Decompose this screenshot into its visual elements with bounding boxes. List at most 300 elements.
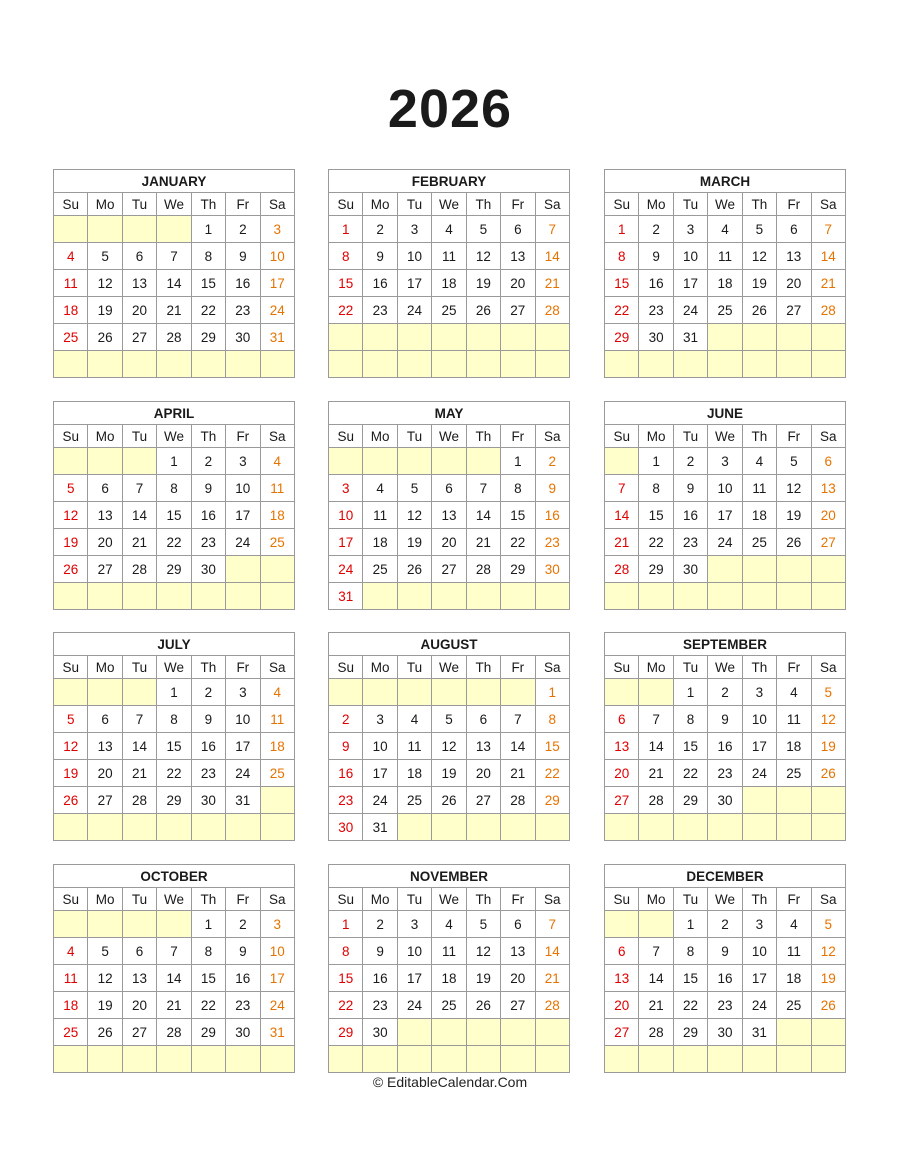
weekday-header: We — [708, 888, 742, 911]
weekday-header: Su — [54, 656, 88, 679]
day-cell: 23 — [226, 992, 260, 1019]
day-cell: 4 — [397, 706, 431, 733]
month-may — [328, 401, 570, 610]
month-december — [604, 864, 846, 1073]
empty-cell — [811, 787, 845, 814]
empty-cell — [157, 351, 191, 378]
day-cell: 12 — [88, 270, 122, 297]
day-cell: 23 — [673, 529, 707, 556]
empty-cell — [191, 1046, 225, 1073]
day-cell: 24 — [363, 787, 397, 814]
empty-cell — [191, 351, 225, 378]
day-cell: 14 — [811, 243, 845, 270]
month-table — [604, 864, 846, 1073]
month-november — [328, 864, 570, 1073]
day-cell: 10 — [708, 475, 742, 502]
day-cell: 25 — [777, 992, 811, 1019]
empty-cell — [466, 324, 500, 351]
month-table — [328, 169, 570, 378]
empty-cell — [673, 1046, 707, 1073]
empty-cell — [535, 583, 569, 610]
month-table — [53, 632, 295, 841]
day-cell: 10 — [226, 475, 260, 502]
empty-cell — [122, 814, 156, 841]
day-cell: 29 — [501, 556, 535, 583]
month-name: JANUARY — [54, 170, 295, 193]
day-cell: 10 — [397, 938, 431, 965]
day-cell: 16 — [708, 733, 742, 760]
empty-cell — [54, 448, 88, 475]
empty-cell — [777, 787, 811, 814]
day-cell: 1 — [501, 448, 535, 475]
empty-cell — [432, 814, 466, 841]
day-cell: 7 — [811, 216, 845, 243]
day-cell: 5 — [88, 938, 122, 965]
empty-cell — [742, 1046, 776, 1073]
day-cell: 12 — [777, 475, 811, 502]
empty-cell — [397, 1019, 431, 1046]
day-cell: 16 — [708, 965, 742, 992]
weekday-header: We — [432, 425, 466, 448]
empty-cell — [673, 583, 707, 610]
weekday-header: Fr — [226, 888, 260, 911]
day-cell: 9 — [191, 706, 225, 733]
empty-cell — [88, 1046, 122, 1073]
empty-cell — [157, 911, 191, 938]
day-cell: 15 — [191, 270, 225, 297]
day-cell: 7 — [157, 938, 191, 965]
day-cell: 6 — [605, 706, 639, 733]
empty-cell — [226, 583, 260, 610]
weekday-header: Th — [466, 193, 500, 216]
weekday-header: Su — [329, 425, 363, 448]
empty-cell — [54, 814, 88, 841]
empty-cell — [742, 814, 776, 841]
weekday-header: Su — [54, 425, 88, 448]
day-cell: 19 — [811, 965, 845, 992]
month-september — [604, 632, 846, 841]
day-cell: 21 — [535, 965, 569, 992]
empty-cell — [397, 351, 431, 378]
day-cell: 24 — [226, 529, 260, 556]
day-cell: 4 — [363, 475, 397, 502]
empty-cell — [363, 679, 397, 706]
empty-cell — [605, 1046, 639, 1073]
empty-cell — [157, 1046, 191, 1073]
day-cell: 22 — [501, 529, 535, 556]
day-cell: 20 — [122, 992, 156, 1019]
day-cell: 1 — [673, 679, 707, 706]
day-cell: 28 — [122, 556, 156, 583]
day-cell: 30 — [708, 1019, 742, 1046]
empty-cell — [54, 1046, 88, 1073]
day-cell: 24 — [742, 760, 776, 787]
day-cell: 6 — [122, 243, 156, 270]
weekday-header: We — [432, 656, 466, 679]
empty-cell — [88, 351, 122, 378]
day-cell: 28 — [157, 324, 191, 351]
day-cell: 15 — [501, 502, 535, 529]
empty-cell — [535, 1046, 569, 1073]
empty-cell — [329, 679, 363, 706]
day-cell: 11 — [708, 243, 742, 270]
empty-cell — [226, 556, 260, 583]
empty-cell — [363, 324, 397, 351]
day-cell: 2 — [226, 216, 260, 243]
empty-cell — [466, 1019, 500, 1046]
day-cell: 14 — [535, 243, 569, 270]
day-cell: 23 — [226, 297, 260, 324]
day-cell: 13 — [811, 475, 845, 502]
day-cell: 6 — [432, 475, 466, 502]
empty-cell — [157, 216, 191, 243]
weekday-header: Mo — [639, 888, 673, 911]
day-cell: 25 — [260, 529, 294, 556]
day-cell: 16 — [191, 733, 225, 760]
empty-cell — [639, 911, 673, 938]
day-cell: 9 — [363, 243, 397, 270]
empty-cell — [639, 1046, 673, 1073]
empty-cell — [777, 324, 811, 351]
day-cell: 14 — [122, 733, 156, 760]
day-cell: 20 — [605, 992, 639, 1019]
day-cell: 14 — [157, 965, 191, 992]
weekday-header: Su — [605, 193, 639, 216]
day-cell: 10 — [260, 243, 294, 270]
day-cell: 9 — [226, 243, 260, 270]
day-cell: 22 — [191, 297, 225, 324]
weekday-header: Su — [329, 193, 363, 216]
day-cell: 20 — [605, 760, 639, 787]
day-cell: 1 — [157, 448, 191, 475]
day-cell: 3 — [226, 448, 260, 475]
day-cell: 6 — [811, 448, 845, 475]
weekday-header: Tu — [397, 888, 431, 911]
weekday-header: Mo — [88, 656, 122, 679]
weekday-header: Su — [329, 656, 363, 679]
empty-cell — [673, 814, 707, 841]
day-cell: 30 — [329, 814, 363, 841]
day-cell: 23 — [535, 529, 569, 556]
day-cell: 3 — [673, 216, 707, 243]
day-cell: 7 — [501, 706, 535, 733]
day-cell: 17 — [397, 965, 431, 992]
month-june — [604, 401, 846, 610]
weekday-header: Fr — [777, 888, 811, 911]
day-cell: 22 — [329, 297, 363, 324]
day-cell: 6 — [501, 216, 535, 243]
day-cell: 6 — [605, 938, 639, 965]
day-cell: 10 — [673, 243, 707, 270]
empty-cell — [708, 324, 742, 351]
day-cell: 5 — [397, 475, 431, 502]
day-cell: 9 — [329, 733, 363, 760]
month-name: DECEMBER — [605, 865, 846, 888]
day-cell: 30 — [226, 1019, 260, 1046]
weekday-header: Sa — [535, 656, 569, 679]
day-cell: 22 — [191, 992, 225, 1019]
empty-cell — [88, 216, 122, 243]
weekday-header: Mo — [639, 425, 673, 448]
weekday-header: Su — [605, 425, 639, 448]
day-cell: 15 — [157, 502, 191, 529]
month-table — [328, 864, 570, 1073]
day-cell: 27 — [88, 787, 122, 814]
empty-cell — [811, 814, 845, 841]
weekday-header: Th — [466, 656, 500, 679]
day-cell: 15 — [673, 965, 707, 992]
day-cell: 13 — [501, 938, 535, 965]
empty-cell — [157, 814, 191, 841]
weekday-header: Th — [742, 425, 776, 448]
day-cell: 18 — [432, 965, 466, 992]
weekday-header: Tu — [122, 656, 156, 679]
day-cell: 7 — [157, 243, 191, 270]
day-cell: 10 — [742, 706, 776, 733]
day-cell: 28 — [122, 787, 156, 814]
day-cell: 8 — [329, 243, 363, 270]
weekday-header: Th — [466, 425, 500, 448]
day-cell: 23 — [708, 760, 742, 787]
day-cell: 22 — [639, 529, 673, 556]
day-cell: 7 — [535, 216, 569, 243]
day-cell: 12 — [466, 243, 500, 270]
day-cell: 11 — [54, 270, 88, 297]
day-cell: 26 — [777, 529, 811, 556]
weekday-header: Mo — [363, 888, 397, 911]
day-cell: 5 — [54, 706, 88, 733]
month-table — [604, 169, 846, 378]
empty-cell — [811, 351, 845, 378]
day-cell: 8 — [157, 706, 191, 733]
day-cell: 25 — [742, 529, 776, 556]
day-cell: 15 — [673, 733, 707, 760]
day-cell: 15 — [535, 733, 569, 760]
weekday-header: We — [432, 193, 466, 216]
day-cell: 8 — [501, 475, 535, 502]
day-cell: 14 — [639, 733, 673, 760]
day-cell: 20 — [432, 529, 466, 556]
day-cell: 30 — [191, 556, 225, 583]
day-cell: 14 — [157, 270, 191, 297]
day-cell: 21 — [122, 529, 156, 556]
empty-cell — [122, 679, 156, 706]
day-cell: 29 — [673, 787, 707, 814]
day-cell: 20 — [88, 529, 122, 556]
weekday-header: Tu — [122, 425, 156, 448]
day-cell: 30 — [639, 324, 673, 351]
empty-cell — [88, 448, 122, 475]
month-january — [53, 169, 295, 378]
month-august — [328, 632, 570, 841]
day-cell: 22 — [157, 529, 191, 556]
month-name: AUGUST — [329, 633, 570, 656]
day-cell: 3 — [742, 679, 776, 706]
empty-cell — [466, 1046, 500, 1073]
day-cell: 7 — [466, 475, 500, 502]
day-cell: 18 — [777, 733, 811, 760]
weekday-header: Sa — [811, 656, 845, 679]
empty-cell — [605, 679, 639, 706]
empty-cell — [605, 911, 639, 938]
day-cell: 28 — [157, 1019, 191, 1046]
day-cell: 20 — [501, 965, 535, 992]
day-cell: 12 — [466, 938, 500, 965]
day-cell: 9 — [191, 475, 225, 502]
day-cell: 17 — [329, 529, 363, 556]
month-name: OCTOBER — [54, 865, 295, 888]
empty-cell — [157, 583, 191, 610]
day-cell: 26 — [466, 297, 500, 324]
day-cell: 19 — [88, 992, 122, 1019]
month-table — [604, 632, 846, 841]
day-cell: 14 — [605, 502, 639, 529]
empty-cell — [88, 583, 122, 610]
empty-cell — [708, 556, 742, 583]
weekday-header: Sa — [260, 193, 294, 216]
weekday-header: Fr — [777, 193, 811, 216]
weekday-header: Th — [191, 656, 225, 679]
day-cell: 17 — [673, 270, 707, 297]
day-cell: 25 — [54, 1019, 88, 1046]
month-march — [604, 169, 846, 378]
weekday-header: Fr — [777, 656, 811, 679]
day-cell: 13 — [501, 243, 535, 270]
day-cell: 26 — [742, 297, 776, 324]
day-cell: 16 — [329, 760, 363, 787]
day-cell: 13 — [88, 733, 122, 760]
day-cell: 4 — [260, 448, 294, 475]
day-cell: 20 — [501, 270, 535, 297]
day-cell: 9 — [708, 706, 742, 733]
day-cell: 3 — [363, 706, 397, 733]
empty-cell — [432, 583, 466, 610]
empty-cell — [88, 814, 122, 841]
day-cell: 5 — [466, 216, 500, 243]
day-cell: 23 — [191, 760, 225, 787]
day-cell: 25 — [708, 297, 742, 324]
weekday-header: Fr — [501, 425, 535, 448]
weekday-header: Tu — [673, 888, 707, 911]
weekday-header: Sa — [260, 656, 294, 679]
empty-cell — [811, 1046, 845, 1073]
day-cell: 31 — [673, 324, 707, 351]
day-cell: 27 — [501, 297, 535, 324]
day-cell: 18 — [397, 760, 431, 787]
day-cell: 20 — [88, 760, 122, 787]
day-cell: 9 — [708, 938, 742, 965]
day-cell: 25 — [432, 992, 466, 1019]
day-cell: 2 — [708, 911, 742, 938]
day-cell: 3 — [397, 911, 431, 938]
weekday-header: Su — [605, 888, 639, 911]
weekday-header: Sa — [260, 888, 294, 911]
day-cell: 15 — [191, 965, 225, 992]
day-cell: 12 — [811, 938, 845, 965]
empty-cell — [605, 351, 639, 378]
day-cell: 27 — [605, 1019, 639, 1046]
day-cell: 12 — [54, 733, 88, 760]
empty-cell — [639, 679, 673, 706]
day-cell: 1 — [605, 216, 639, 243]
day-cell: 29 — [157, 787, 191, 814]
day-cell: 18 — [54, 297, 88, 324]
weekday-header: Mo — [639, 656, 673, 679]
day-cell: 7 — [639, 938, 673, 965]
empty-cell — [260, 787, 294, 814]
day-cell: 30 — [673, 556, 707, 583]
weekday-header: Mo — [88, 888, 122, 911]
day-cell: 2 — [363, 911, 397, 938]
empty-cell — [535, 324, 569, 351]
day-cell: 10 — [742, 938, 776, 965]
day-cell: 23 — [363, 297, 397, 324]
weekday-header: We — [157, 888, 191, 911]
weekday-header: Th — [191, 425, 225, 448]
day-cell: 8 — [157, 475, 191, 502]
empty-cell — [363, 448, 397, 475]
empty-cell — [122, 911, 156, 938]
month-name: APRIL — [54, 402, 295, 425]
day-cell: 13 — [88, 502, 122, 529]
footer-credit: © EditableCalendar.Com — [372, 1074, 528, 1090]
empty-cell — [88, 911, 122, 938]
day-cell: 18 — [260, 502, 294, 529]
empty-cell — [397, 583, 431, 610]
weekday-header: Tu — [673, 425, 707, 448]
day-cell: 14 — [639, 965, 673, 992]
day-cell: 26 — [811, 760, 845, 787]
day-cell: 13 — [605, 733, 639, 760]
day-cell: 3 — [742, 911, 776, 938]
day-cell: 16 — [673, 502, 707, 529]
day-cell: 3 — [260, 216, 294, 243]
empty-cell — [260, 1046, 294, 1073]
day-cell: 21 — [639, 992, 673, 1019]
day-cell: 11 — [397, 733, 431, 760]
day-cell: 4 — [742, 448, 776, 475]
day-cell: 28 — [466, 556, 500, 583]
day-cell: 17 — [397, 270, 431, 297]
day-cell: 1 — [191, 911, 225, 938]
day-cell: 27 — [432, 556, 466, 583]
day-cell: 17 — [226, 733, 260, 760]
day-cell: 3 — [397, 216, 431, 243]
day-cell: 17 — [742, 733, 776, 760]
day-cell: 8 — [329, 938, 363, 965]
day-cell: 13 — [605, 965, 639, 992]
empty-cell — [742, 324, 776, 351]
day-cell: 11 — [777, 706, 811, 733]
empty-cell — [673, 351, 707, 378]
empty-cell — [54, 911, 88, 938]
day-cell: 15 — [639, 502, 673, 529]
empty-cell — [432, 351, 466, 378]
day-cell: 16 — [363, 270, 397, 297]
day-cell: 12 — [397, 502, 431, 529]
day-cell: 26 — [397, 556, 431, 583]
day-cell: 19 — [54, 760, 88, 787]
day-cell: 19 — [397, 529, 431, 556]
day-cell: 16 — [191, 502, 225, 529]
day-cell: 24 — [708, 529, 742, 556]
empty-cell — [501, 814, 535, 841]
month-february — [328, 169, 570, 378]
day-cell: 16 — [535, 502, 569, 529]
day-cell: 13 — [466, 733, 500, 760]
day-cell: 16 — [226, 270, 260, 297]
day-cell: 11 — [432, 243, 466, 270]
